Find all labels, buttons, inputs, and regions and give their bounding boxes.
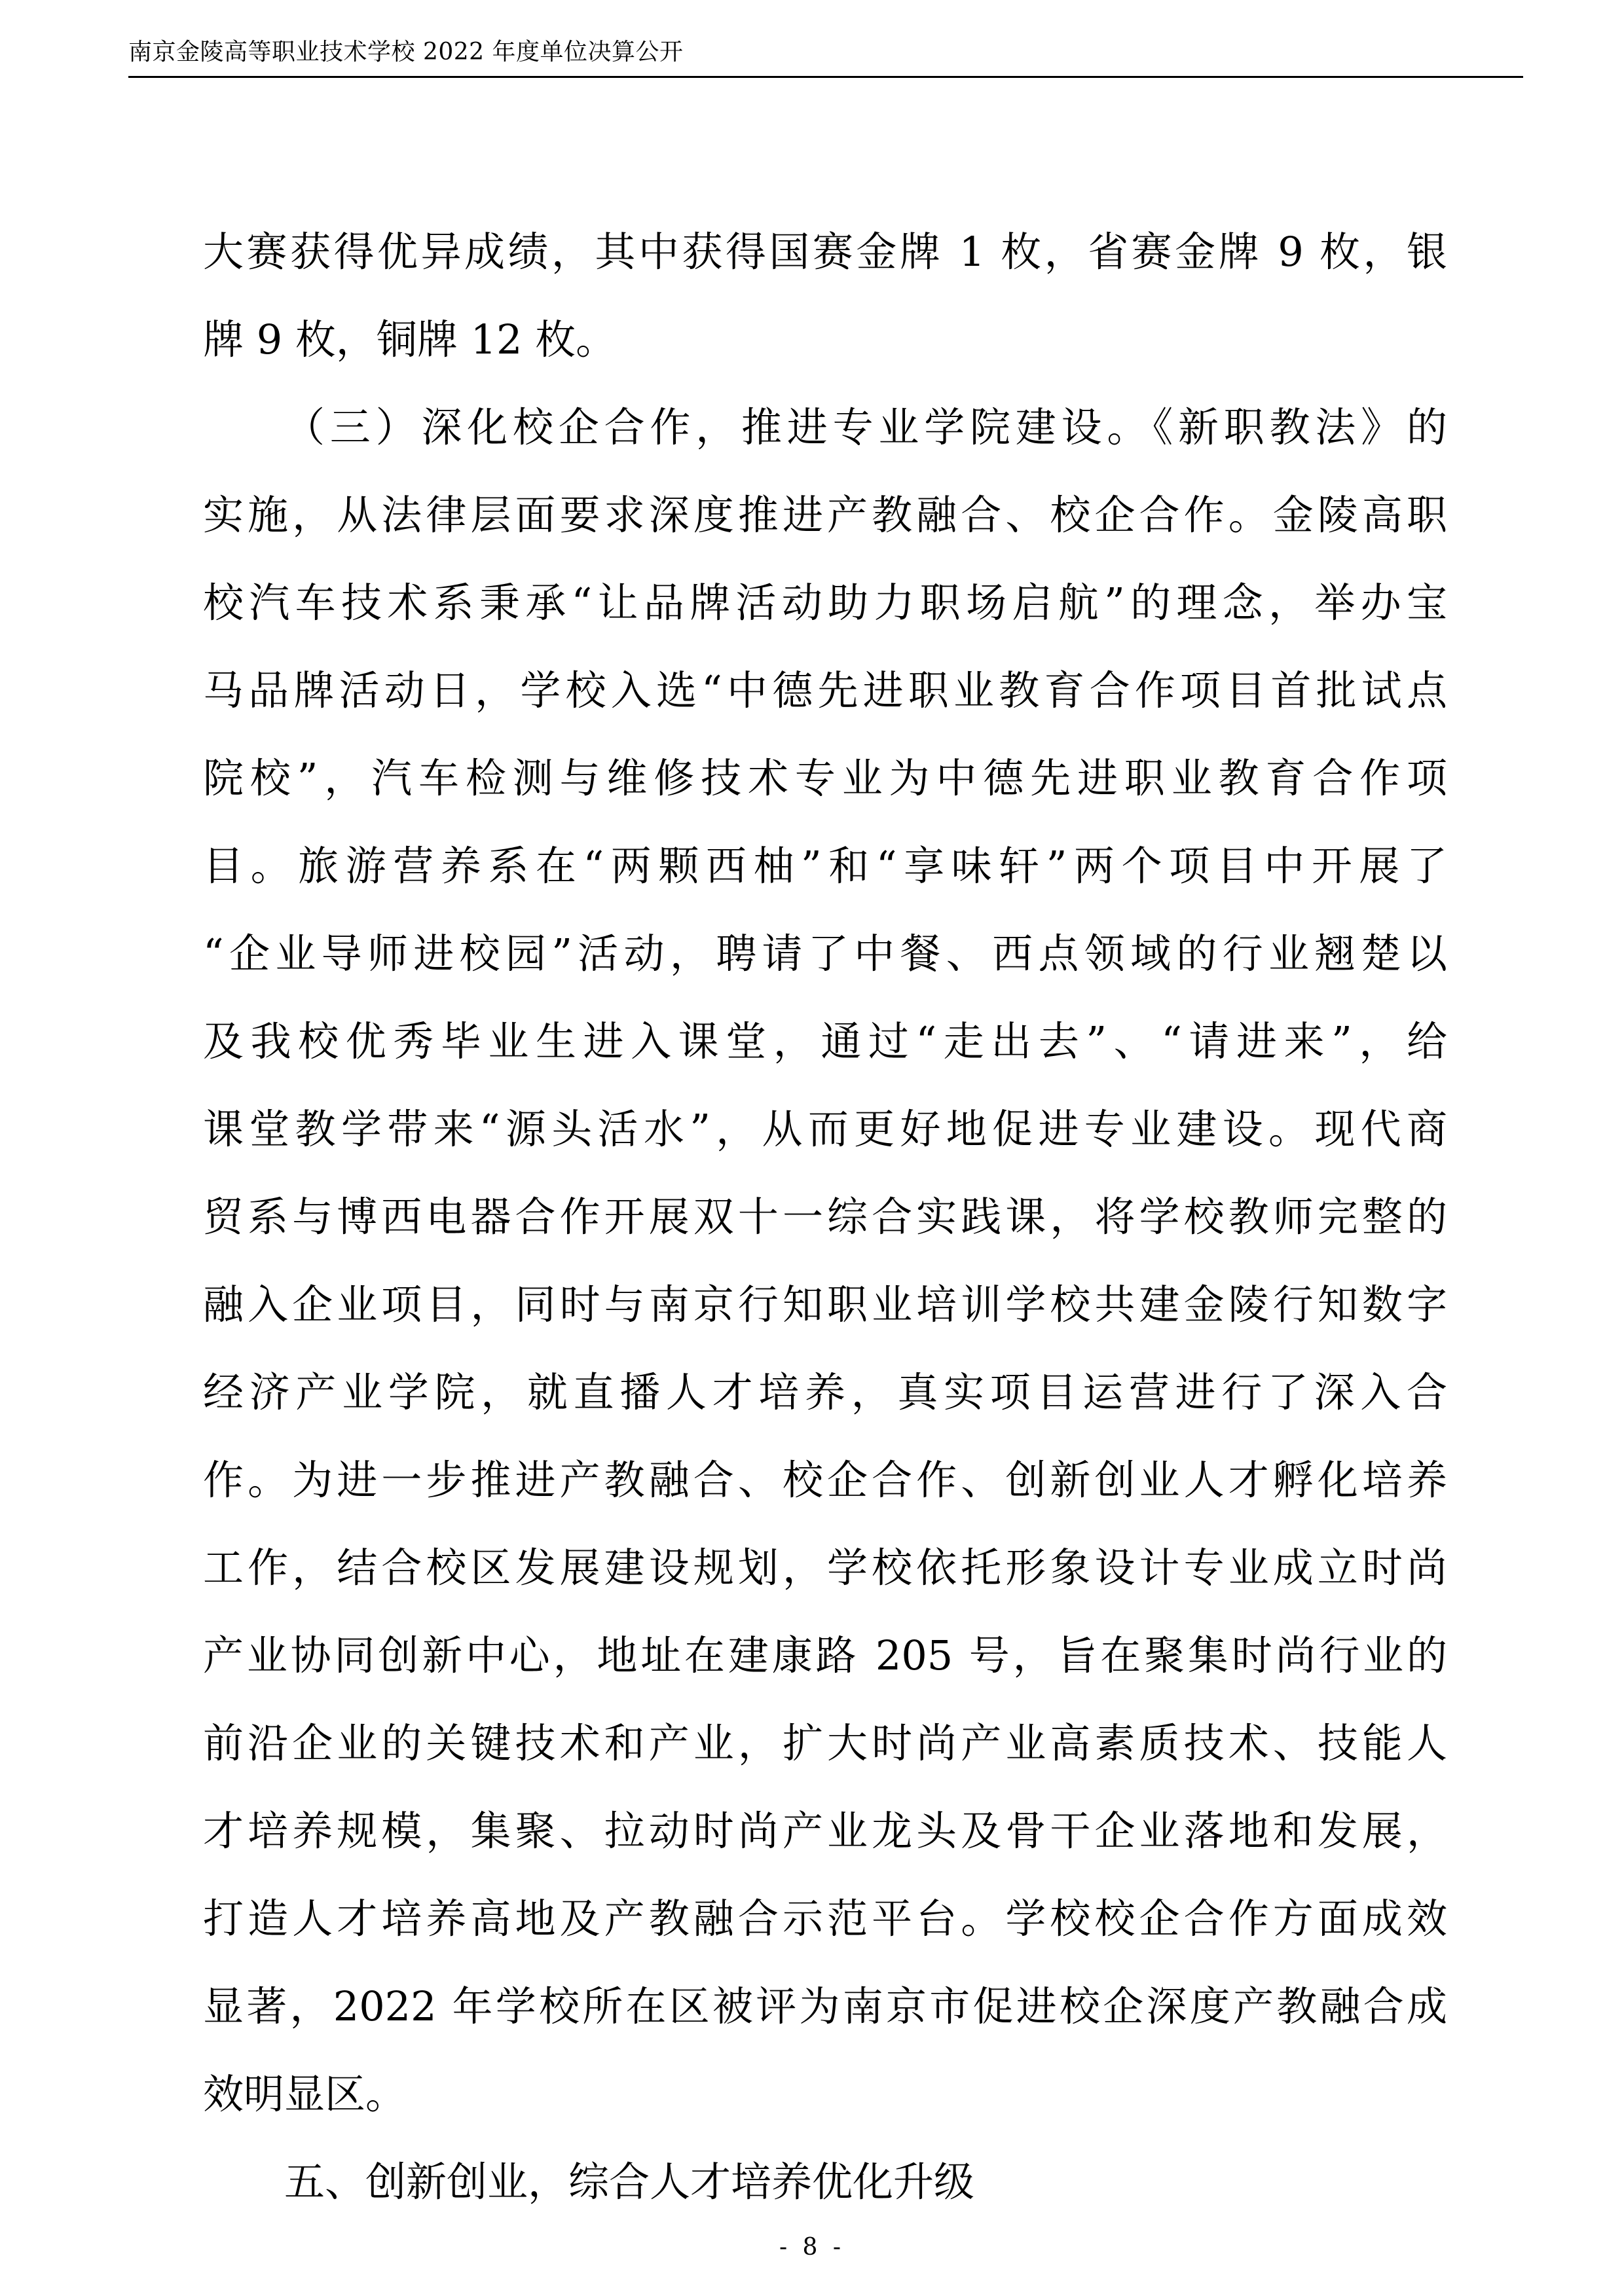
paragraph-line: 及我校优秀毕业生进入课堂，通过“走出去”、“请进来”，给 bbox=[203, 1017, 1447, 1065]
paragraph-line: 目。旅游营养系在“两颗西柚”和“享味轩”两个项目中开展了 bbox=[203, 842, 1447, 890]
paragraph-line: 大赛获得优异成绩，其中获得国赛金牌 1 枚，省赛金牌 9 枚，银 bbox=[203, 228, 1447, 276]
paragraph-line: 作。为进一步推进产教融合、校企合作、创新创业人才孵化培养 bbox=[203, 1456, 1447, 1504]
paragraph-line: 前沿企业的关键技术和产业，扩大时尚产业高素质技术、技能人 bbox=[203, 1719, 1447, 1767]
paragraph-line: 融入企业项目，同时与南京行知职业培训学校共建金陵行知数字 bbox=[203, 1281, 1447, 1328]
paragraph-line: 显著，2022 年学校所在区被评为南京市促进校企深度产教融合成 bbox=[203, 1982, 1447, 2030]
paragraph-line: 实施，从法律层面要求深度推进产教融合、校企合作。金陵高职 bbox=[203, 491, 1447, 539]
paragraph-line: （三）深化校企合作，推进专业学院建设。《新职教法》的 bbox=[284, 403, 1447, 451]
paragraph-line: 工作，结合校区发展建设规划，学校依托形象设计专业成立时尚 bbox=[203, 1544, 1447, 1592]
page-header bbox=[128, 33, 1523, 78]
page-number: - 8 - bbox=[779, 2234, 845, 2261]
paragraph-line: 马品牌活动日，学校入选“中德先进职业教育合作项目首批试点 bbox=[203, 666, 1447, 714]
paragraph-line: 打造人才培养高地及产教融合示范平台。学校校企合作方面成效 bbox=[203, 1895, 1447, 1942]
paragraph-line: 牌 9 枚，铜牌 12 枚。 bbox=[203, 316, 617, 363]
body-text bbox=[203, 208, 1447, 2226]
paragraph-line: “企业导师进校园”活动，聘请了中餐、西点领域的行业翘楚以 bbox=[203, 930, 1447, 977]
paragraph-line: 才培养规模，集聚、拉动时尚产业龙头及骨干企业落地和发展， bbox=[203, 1807, 1447, 1855]
paragraph-line: 校汽车技术系秉承“让品牌活动助力职场启航”的理念，举办宝 bbox=[203, 579, 1447, 627]
paragraph-line: 效明显区。 bbox=[203, 2070, 407, 2118]
paragraph-line: 院校”，汽车检测与维修技术专业为中德先进职业教育合作项 bbox=[203, 754, 1447, 802]
header-title: 南京金陵高等职业技术学校 2022 年度单位决算公开 bbox=[128, 39, 684, 65]
paragraph-line: 课堂教学带来“源头活水”，从而更好地促进专业建设。现代商 bbox=[203, 1105, 1447, 1153]
paragraph-line: 产业协同创新中心，地址在建康路 205 号，旨在聚集时尚行业的 bbox=[203, 1631, 1447, 1679]
section-heading: 五、创新创业，综合人才培养优化升级 bbox=[284, 2158, 975, 2206]
paragraph-line: 贸系与博西电器合作开展双十一综合实践课，将学校教师完整的 bbox=[203, 1193, 1447, 1241]
paragraph-line: 经济产业学院，就直播人才培养，真实项目运营进行了深入合 bbox=[203, 1368, 1447, 1416]
